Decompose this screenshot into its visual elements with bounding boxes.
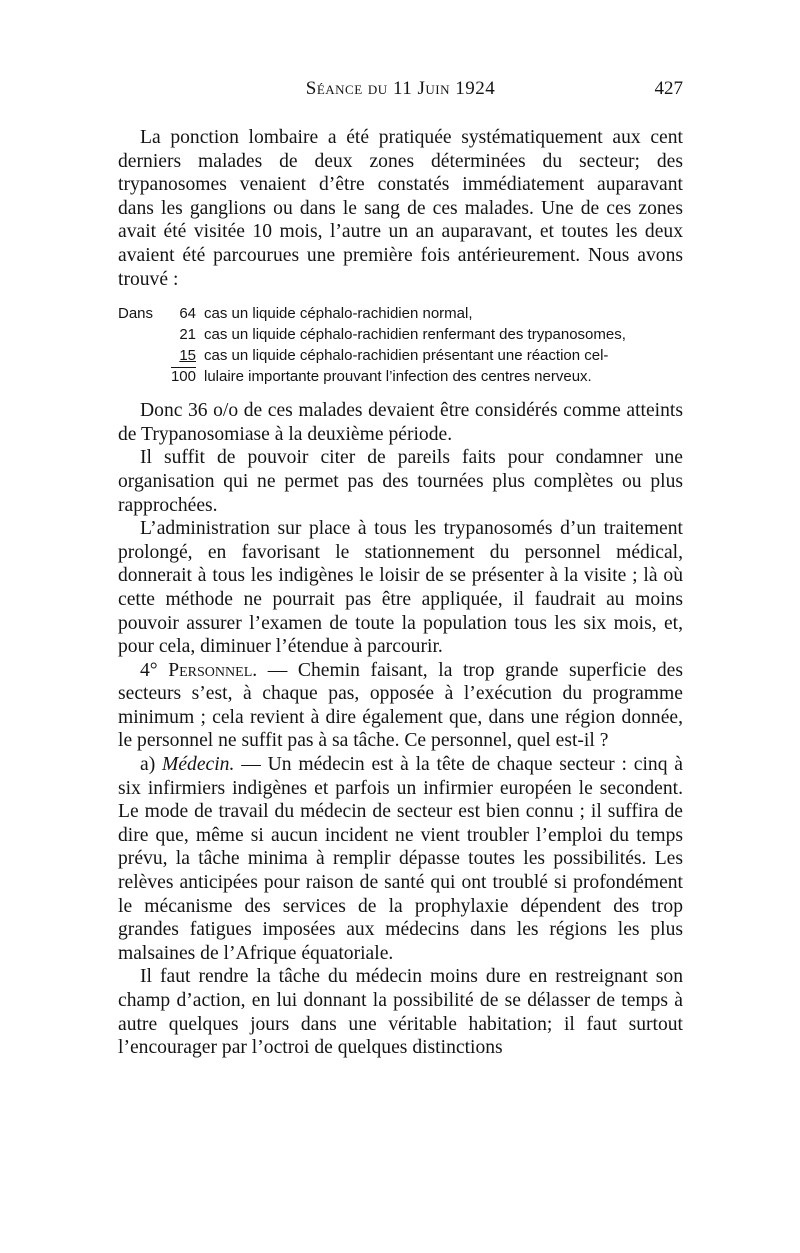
table-row xyxy=(118,303,683,324)
paragraph-administration: L’administration sur place à tous les trypanosomés d’un traitement prolongé, en favorisant le stationnement du personnel médical, donnerait à tous les indigènes le loisir de se présenter à la visite ; là où cette méthode ne pourrait pas être appliquée, il faudrait au moins pouvoir assurer l’examen de toute la population tous les six mois, et, pour cela, diminuer l’étendue à parcourir. xyxy=(118,518,683,658)
table-row xyxy=(118,324,683,345)
paragraph-lumbar-puncture: La ponction lombaire a été pratiquée systématiquement aux cent derniers malades de deux zones déterminées du secteur; des trypanosomes venaient d’être constatés immédiatement auparavant dans les ganglions ou dans le sang de ces malades. Une de ces zones avait été visitée 10 mois, l’autre un an auparavant, et toutes les deux avaient été parcourues une première fois antérieurement. Nous avons trouvé : xyxy=(118,127,683,290)
paragraph-medecin xyxy=(118,753,683,965)
subsection-heading: Médecin. xyxy=(162,754,235,776)
table-count: 15 xyxy=(179,347,196,365)
paragraph-conclusion: Donc 36 o/o de ces malades devaient être considérés comme atteints de Trypanosomiase à la deuxième période. xyxy=(118,400,683,445)
table-total: 100 xyxy=(170,368,196,386)
table-row xyxy=(118,345,683,366)
section-text: — Chemin faisant, la trop grande superficie des secteurs s’est, à chaque pas, opposée à l’exécution du programme minimum ; cela revient à dire également que, dans une région donnée, le personnel ne suffit pas à sa tâche. Ce personnel, quel est-il ? xyxy=(118,659,683,752)
table-text: cas un liquide céphalo-rachidien normal, xyxy=(204,305,473,323)
page-number: 427 xyxy=(654,78,683,99)
running-header xyxy=(118,74,683,106)
table-row xyxy=(118,366,683,387)
subsection-label: a) xyxy=(140,754,163,776)
paragraph-organisation: Il suffit de pouvoir citer de pareils faits pour condamner une organisation qui ne permet pas des tournées plus complètes ou plus rapprochées. xyxy=(118,447,683,516)
table-text: cas un liquide céphalo-rachidien présentant une réaction cel- xyxy=(204,347,609,365)
section-heading: Personnel. xyxy=(168,659,258,681)
section-number: 4° xyxy=(140,659,158,681)
table-text: lulaire importante prouvant l’infection des centres nerveux. xyxy=(204,368,592,386)
table-count: 21 xyxy=(179,326,196,344)
header-title: Séance du 11 Juin 1924 xyxy=(305,78,496,99)
table-lead: Dans xyxy=(118,305,154,323)
table-text: cas un liquide céphalo-rachidien renfermant des trypanosomes, xyxy=(204,326,626,344)
paragraph-final: Il faut rendre la tâche du médecin moins dure en restreignant son champ d’action, en lui donnant la possibilité de se délasser de temps à autre quelques jours dans une véritable habitation; il faut surtout l’encourager par l’octroi de quelques distinctions xyxy=(118,966,683,1059)
paragraph-personnel xyxy=(118,659,683,753)
subsection-text: — Un médecin est à la tête de chaque secteur : cinq à six infirmiers indigènes et parfois un infirmier européen le secondent. Le mode de travail du médecin de secteur est bien connu ; il suffira de dire que, même si aucun incident ne vient troubler l’emploi du temps prévu, la tâche minima à remplir dépasse toutes les possibilités. Les relèves anticipées pour raison de santé qui ont troublé si profondément le mécanisme des services de la prophylaxie dépendent des trop grandes fatigues imposées aux médecins dans les régions les plus malsaines de l’Afrique équatoriale. xyxy=(118,754,683,964)
table-count: 64 xyxy=(179,305,196,323)
document-page xyxy=(118,74,683,1060)
results-table xyxy=(118,303,683,387)
